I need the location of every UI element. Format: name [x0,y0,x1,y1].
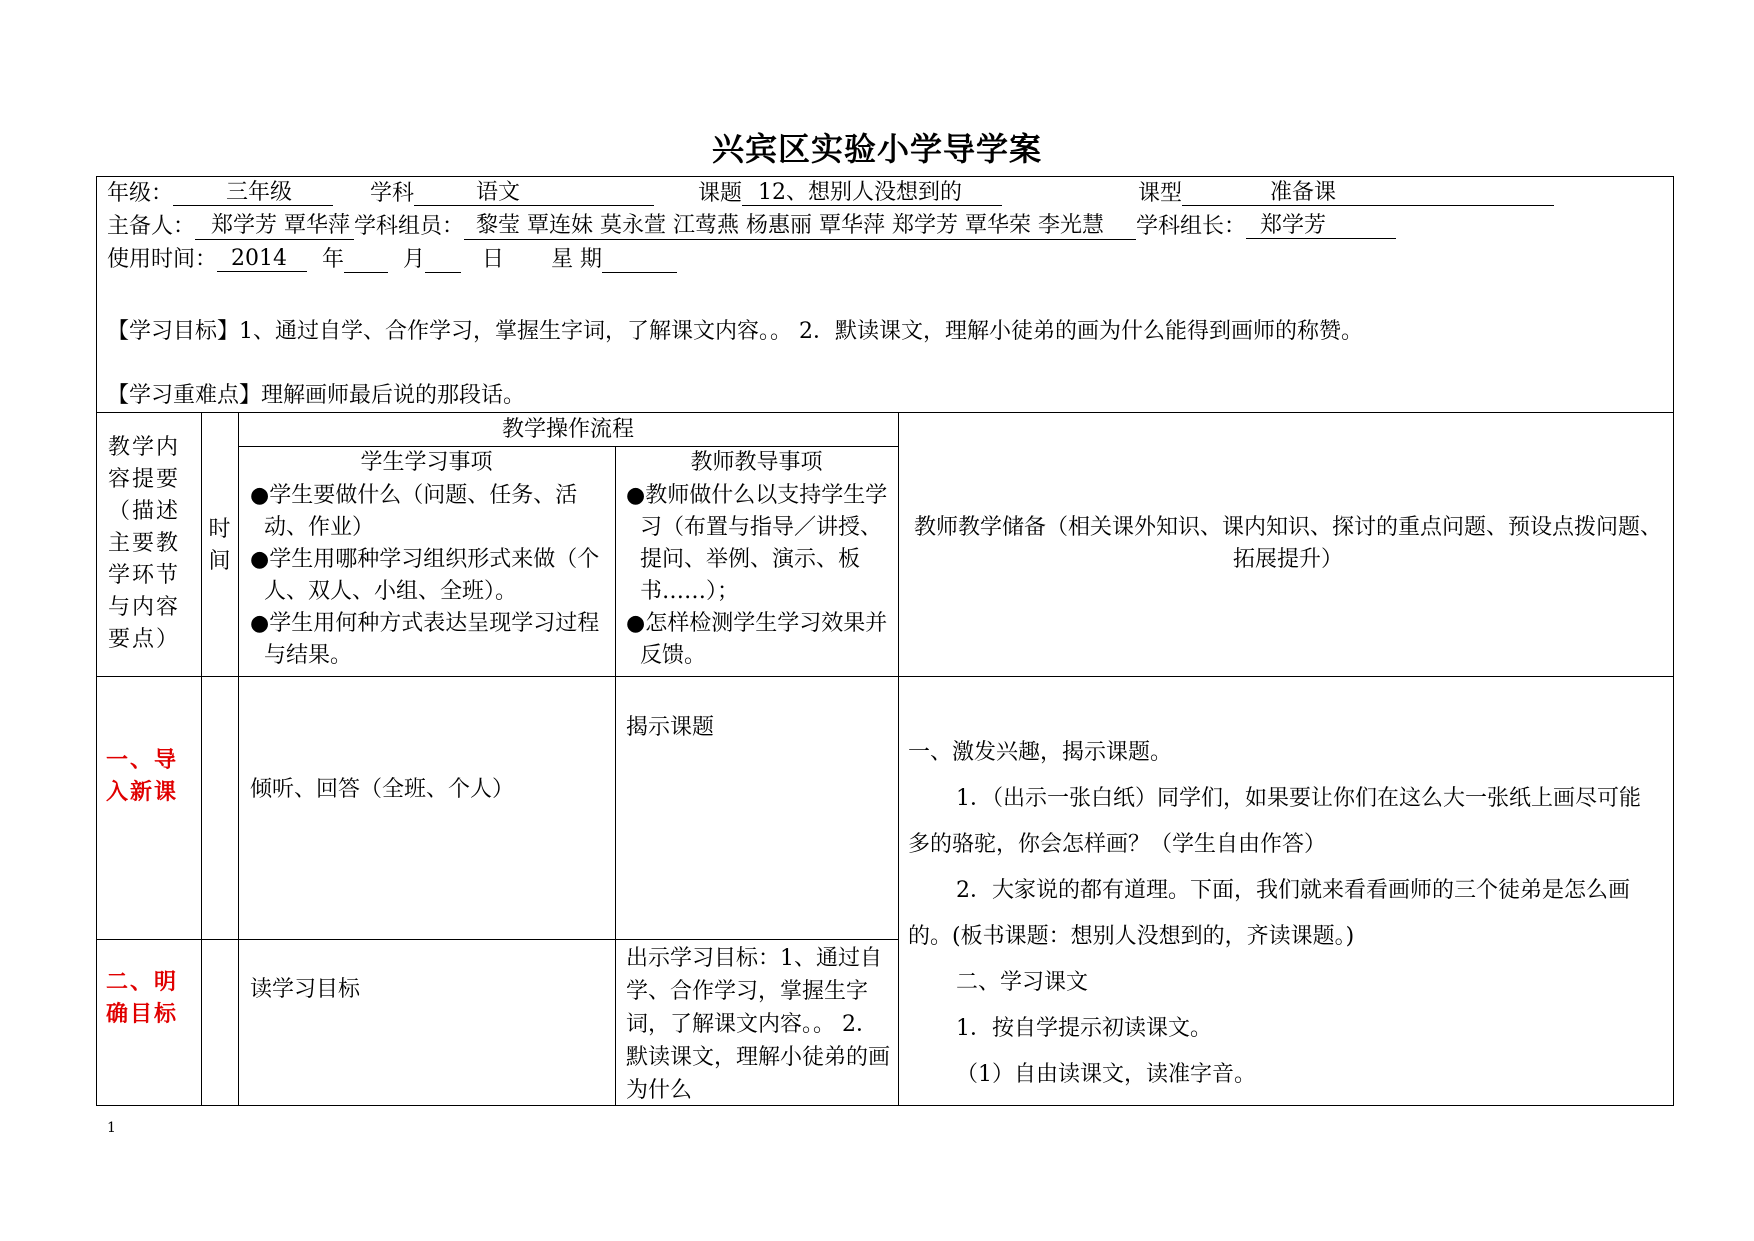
teacher-header: 教师教导事项 [690,450,823,475]
divider-col-prep [898,412,899,1106]
subject-group [370,180,654,208]
student-item-1: ●学生要做什么（问题、任务、活动、作业） [250,483,578,540]
learning-difficulty: 【学习重难点】理解画师最后说的那段话。 [107,383,526,408]
grade-label: 年级： [107,181,174,206]
divider-col-student-teacher [615,446,616,1106]
week-label: 星 期 [551,247,603,272]
month-blank [344,246,388,273]
content-column-header: 教学内容提要（描述主要教学环节与内容要点） [108,435,181,652]
divider-row-1 [96,939,898,940]
divider-header-bottom [96,412,1674,413]
day-blank [425,246,461,273]
subject-value: 语文 [414,180,654,206]
type-label: 课型 [1138,181,1183,206]
row2-teacher: 出示学习目标：1、通过自学、合作学习，掌握生字词，了解课文内容。。 2．默读课文，理解小徒弟的画为什么 [626,946,891,1102]
year-label: 年 [322,247,345,272]
teacher-items [626,480,890,672]
members-label: 学科组员： [354,214,465,239]
time-column-header: 时间 [208,517,231,574]
divider-table-header-bottom [96,676,1674,677]
prep-line-2: 1．（出示一张白纸）同学们，如果要让你们在这么大一张纸上画尽可能多的骆驼，你会怎样画？（学生自由作答） [908,786,1641,857]
page-title: 兴宾区实验小学导学案 [711,130,1042,168]
leader-value: 郑学芳 [1246,213,1396,239]
topic-label: 课题 [698,181,743,206]
week-blank [602,246,677,273]
type-group [1138,180,1554,208]
divider-col-time-right [238,412,239,1106]
student-item-2: ●学生用哪种学习组织形式来做（个人、双人、小组、全班）。 [250,547,600,604]
info-line-3 [107,246,677,274]
topic-value: 12、想别人没想到的 [742,180,1002,206]
grade-value: 三年级 [173,180,333,206]
month-label: 月 [403,247,426,272]
topic-group [698,180,1002,208]
leader-label: 学科组长： [1135,214,1246,239]
prep-line-4: 二、学习课文 [956,970,1089,995]
row2-student: 读学习目标 [250,977,361,1002]
prep-line-3: 2．大家说的都有道理。下面，我们就来看看画师的三个徒弟是怎么画的。(板书课题：想别人没想到的，齐读课题。) [908,878,1630,949]
student-item-3: ●学生用何种方式表达呈现学习过程与结果。 [250,611,600,668]
section-goals: 二、明确目标 [106,969,179,1027]
year-value: 2014 [217,246,307,272]
row1-student: 倾听、回答（全班、个人） [250,777,515,802]
prep-line-6: （1）自由读课文，读准字音。 [956,1062,1256,1087]
learning-goals: 【学习目标】1、通过自学、合作学习，掌握生字词，了解课文内容。。 2．默读课文，理解小徒弟的画为什么能得到画师的称赞。 [107,319,1363,344]
student-header: 学生学习事项 [360,450,493,475]
date-label: 使用时间： [107,247,218,272]
prep-column-header: 教师教学储备（相关课外知识、课内知识、探讨的重点问题、预设点拨问题、拓展提升） [913,515,1662,572]
teacher-item-1: ●教师做什么以支持学生学习（布置与指导／讲授、提问、举例、演示、板书……）； [626,483,888,604]
preparer-label: 主备人： [107,214,196,239]
day-label: 日 [482,247,505,272]
teacher-item-2: ●怎样检测学生学习效果并反馈。 [626,611,888,668]
page-number: 1 [107,1120,116,1136]
row1-teacher: 揭示课题 [626,715,715,740]
prep-content [908,730,1660,1102]
type-value: 准备课 [1182,180,1554,206]
info-line-1 [107,180,333,208]
info-line-2 [107,213,1396,241]
section-import: 一、导入新课 [106,747,179,805]
divider-col-time-left [201,412,202,1106]
prep-line-1: 一、激发兴趣，揭示课题。 [908,740,1173,765]
divider-process-sub [238,446,898,447]
preparer-value: 郑学芳 覃华萍 [195,213,354,240]
prep-line-5: 1．按自学提示初读课文。 [956,1016,1212,1041]
process-header: 教学操作流程 [501,417,634,442]
subject-label: 学科 [370,181,415,206]
members-value: 黎莹 覃连妹 莫永萱 江莺燕 杨惠丽 覃华萍 郑学芳 覃华荣 李光慧 [464,213,1136,240]
student-items [250,480,608,672]
